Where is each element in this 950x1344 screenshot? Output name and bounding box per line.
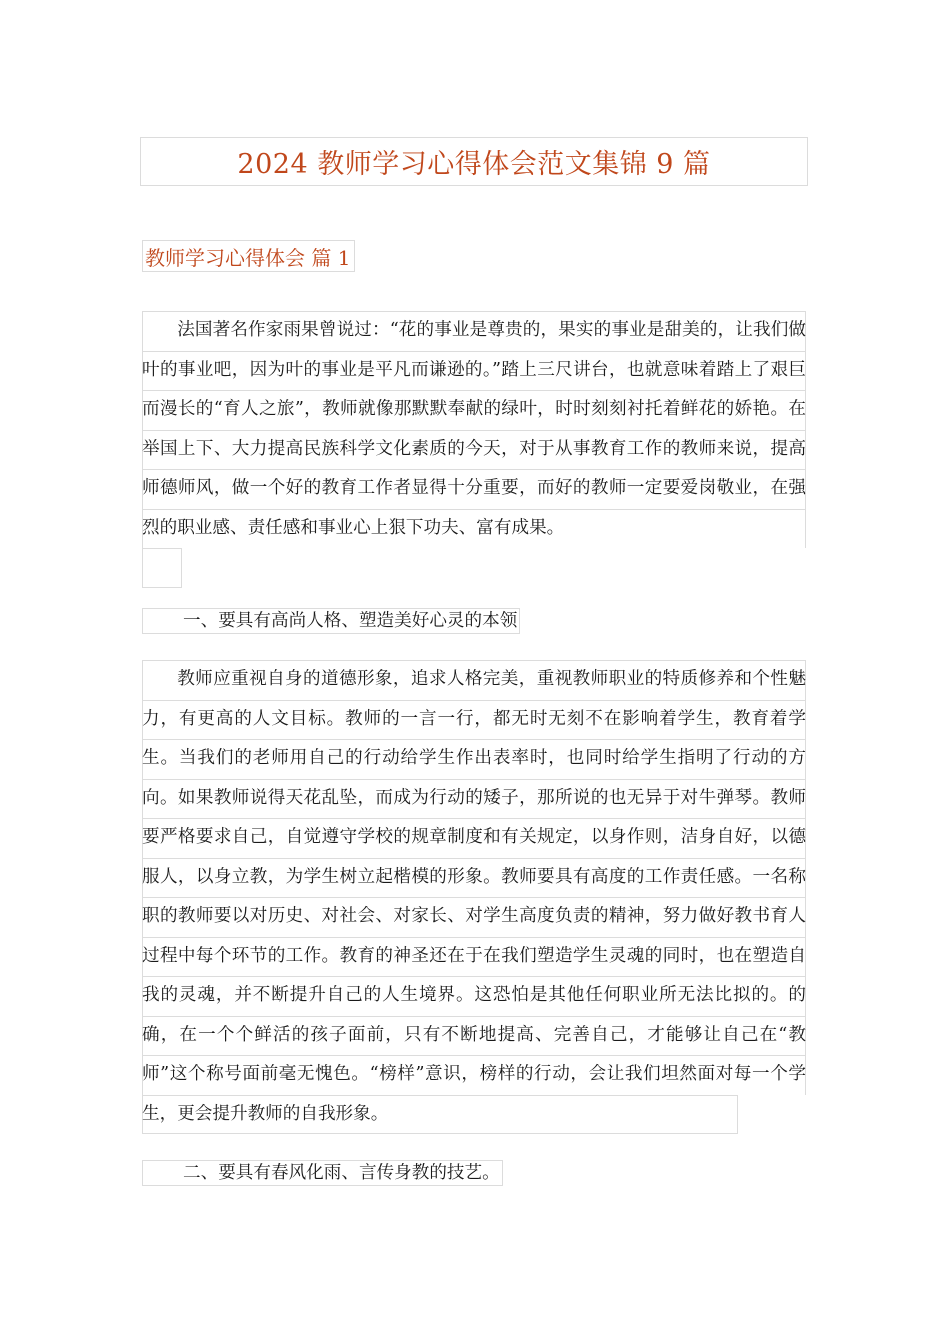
section-title: 教师学习心得体会 篇 1: [142, 240, 355, 272]
heading-one: 一、要具有高尚人格、塑造美好心灵的本领: [142, 608, 520, 634]
document-title: 2024 教师学习心得体会范文集锦 9 篇: [140, 137, 808, 186]
intro-paragraph-text: 法国著名作家雨果曾说过：“花的事业是尊贵的，果实的事业是甜美的，让我们做叶的事业吧，因为叶的事业是平凡而谦逊的。”踏上三尺讲台，也就意味着踏上了艰巨而漫长的“育人之旅”，教师就像那默默奉献的绿叶，时时刻刻衬托着鲜花的娇艳。在举国上下、大力提高民族科学文化素质的今天，对于从事教育工作的教师来说，提高师德师风，做一个好的教育工作者显得十分重要，而好的教师一定要爱岗敬业，在强烈的职业感、责任感和事业心上狠下功夫、富有成果。: [142, 320, 806, 538]
heading-two: 二、要具有春风化雨、言传身教的技艺。: [142, 1160, 503, 1186]
intro-paragraph: [142, 311, 806, 576]
body-paragraph-1-text: 教师应重视自身的道德形象，追求人格完美，重视教师职业的特质修养和个性魅力，有更高的人文目标。教师的一言一行，都无时无刻不在影响着学生，教育着学生。当我们的老师用自己的行动给学生作出表率时，也同时给学生指明了行动的方向。如果教师说得天花乱坠，而成为行动的矮子，那所说的也无异于对牛弹琴。教师要严格要求自己，自觉遵守学校的规章制度和有关规定，以身作则，洁身自好，以德服人，以身立教，为学生树立起楷模的形象。教师要具有高度的工作责任感。一名称职的教师要以对历史、对社会、对家长、对学生高度负责的精神，努力做好教书育人过程中每个环节的工作。教育的神圣还在于在我们塑造学生灵魂的同时，也在塑造自我的灵魂，并不断提升自己的人生境界。这恐怕是其他任何职业所无法比拟的。的确，在一个个鲜活的孩子面前，只有不断地提高、完善自己，才能够让自己在“教师”这个称号面前毫无愧色。“榜样”意识，榜样的行动，会让我们坦然面对每一个学生，更会提升教师的自我形象。: [142, 669, 806, 1124]
body-paragraph-1: [142, 660, 806, 1134]
